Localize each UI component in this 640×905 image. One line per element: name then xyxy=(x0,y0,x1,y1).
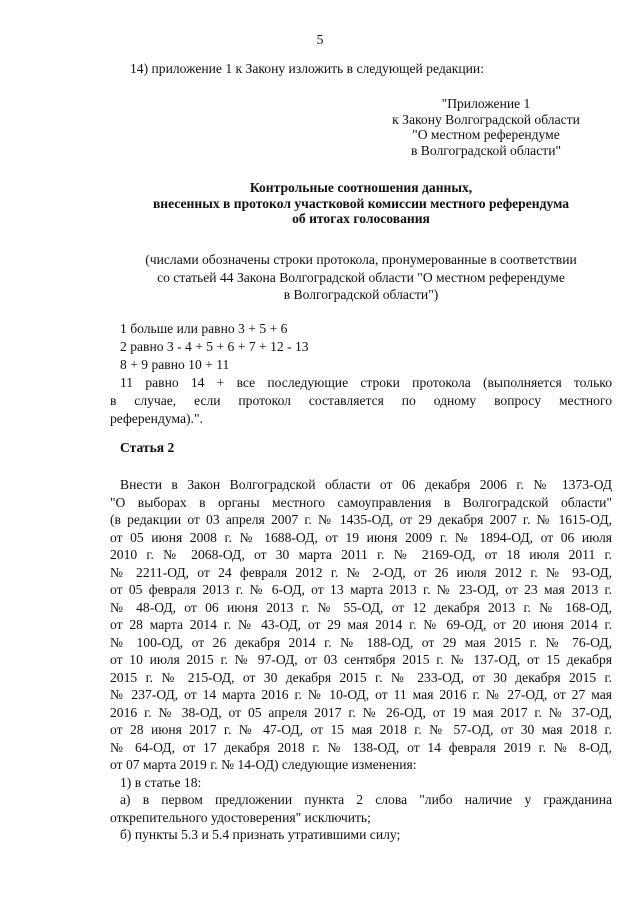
formula-line: 1 больше или равно 3 + 5 + 6 xyxy=(120,321,288,336)
article-heading: Статья 2 xyxy=(120,440,175,455)
body-line: "О выборах в органы местного самоуправления в Волгоградской области" xyxy=(110,494,612,510)
formula-line: 2 равно 3 - 4 + 5 + 6 + 7 + 12 - 13 xyxy=(120,338,309,354)
body-line: № 2211-ОД, от 24 февраля 2012 г. № 2-ОД, от 26 июля 2012 г. № 93-ОД, xyxy=(110,564,612,580)
list-item: б) пункты 5.3 и 5.4 признать утратившими силу; xyxy=(120,827,401,842)
appendix-header xyxy=(380,96,592,158)
formula-list xyxy=(120,320,309,373)
appendix-line: в Волгоградской области" xyxy=(410,142,562,158)
title-line: об итогах голосования xyxy=(292,211,430,226)
formula-paragraph xyxy=(110,374,612,427)
title-note xyxy=(110,251,612,304)
formula-para-line: референдума).". xyxy=(110,410,203,426)
body-line: 2015 г. № 215-ОД, от 30 декабря 2015 г. № 233-ОД, от 30 декабря 2015 г. xyxy=(110,669,612,685)
list-item-continuation: открепительного удостоверения" исключить; xyxy=(110,809,371,825)
title-line: Контрольные соотношения данных, xyxy=(249,180,473,195)
body-line: № 64-ОД, от 17 декабря 2018 г. № 138-ОД, от 14 февраля 2019 г. № 8-ОД, xyxy=(110,739,612,755)
body-line: Внести в Закон Волгоградской области от 06 декабря 2006 г. № 1373-ОД xyxy=(120,477,612,492)
body-line: (в редакции от 03 апреля 2007 г. № 1435-ОД, от 29 декабря 2007 г. № 1615-ОД, xyxy=(110,512,612,527)
item-14-paragraph: 14) приложение 1 к Закону изложить в следующей редакции: xyxy=(130,61,484,76)
body-line: 2016 г. № 38-ОД, от 05 апреля 2017 г. № 26-ОД, от 19 мая 2017 г. № 37-ОД, xyxy=(110,704,612,720)
appendix-line: "О местном референдуме xyxy=(412,127,560,142)
title-line: внесенных в протокол участковой комиссии местного референдума xyxy=(152,195,570,211)
formula-para-line: 11 равно 14 + все последующие строки протокола (выполняется только xyxy=(120,375,612,390)
body-line: № 48-ОД, от 06 июня 2013 г. № 55-ОД, от 12 декабря 2013 г. № 168-ОД, xyxy=(110,599,612,615)
page-number: 5 xyxy=(316,32,324,47)
formula-line: 8 + 9 равно 10 + 11 xyxy=(120,356,230,372)
article-body xyxy=(110,476,612,844)
body-line: № 237-ОД, от 14 марта 2016 г. № 10-ОД, от 11 мая 2016 г. № 27-ОД, от 27 мая xyxy=(110,687,612,702)
body-line: от 28 июня 2017 г. № 47-ОД, от 15 мая 2018 г. № 57-ОД, от 30 мая 2018 г. xyxy=(110,722,612,737)
body-line: от 10 июля 2015 г. № 97-ОД, от 03 сентября 2015 г. № 137-ОД, от 15 декабря xyxy=(110,652,612,667)
body-line: от 07 марта 2019 г. № 14-ОД) следующие изменения: xyxy=(110,757,417,772)
body-line: 2010 г. № 2068-ОД, от 30 марта 2011 г. № 2169-ОД, от 18 июля 2011 г. xyxy=(110,547,612,562)
list-item: 1) в статье 18: xyxy=(120,774,202,790)
appendix-line: к Закону Волгоградской области xyxy=(392,111,580,127)
note-line: (числами обозначены строки протокола, пронумерованные в соответствии xyxy=(145,252,577,267)
note-line: со статьей 44 Закона Волгоградской области "О местном референдуме xyxy=(157,269,565,285)
note-line: в Волгоградской области") xyxy=(283,287,439,302)
body-line: № 100-ОД, от 26 декабря 2014 г. № 188-ОД, от 29 мая 2015 г. № 76-ОД, xyxy=(110,634,612,650)
document-title xyxy=(110,180,612,227)
formula-para-line: в случае, если протокол составляется по одному вопросу местного xyxy=(110,392,612,408)
body-line: от 28 марта 2014 г. № 43-ОД, от 29 мая 2014 г. № 69-ОД, от 20 июня 2014 г. xyxy=(110,617,612,632)
list-item: а) в первом предложении пункта 2 слова "либо наличие у гражданина xyxy=(120,792,612,807)
body-line: от 05 июня 2008 г. № 1688-ОД, от 19 июня 2009 г. № 1894-ОД, от 06 июля xyxy=(110,529,612,545)
appendix-line: "Приложение 1 xyxy=(441,96,531,111)
body-line: от 05 февраля 2013 г. № 6-ОД, от 13 марта 2013 г. № 23-ОД, от 23 мая 2013 г. xyxy=(110,582,612,597)
